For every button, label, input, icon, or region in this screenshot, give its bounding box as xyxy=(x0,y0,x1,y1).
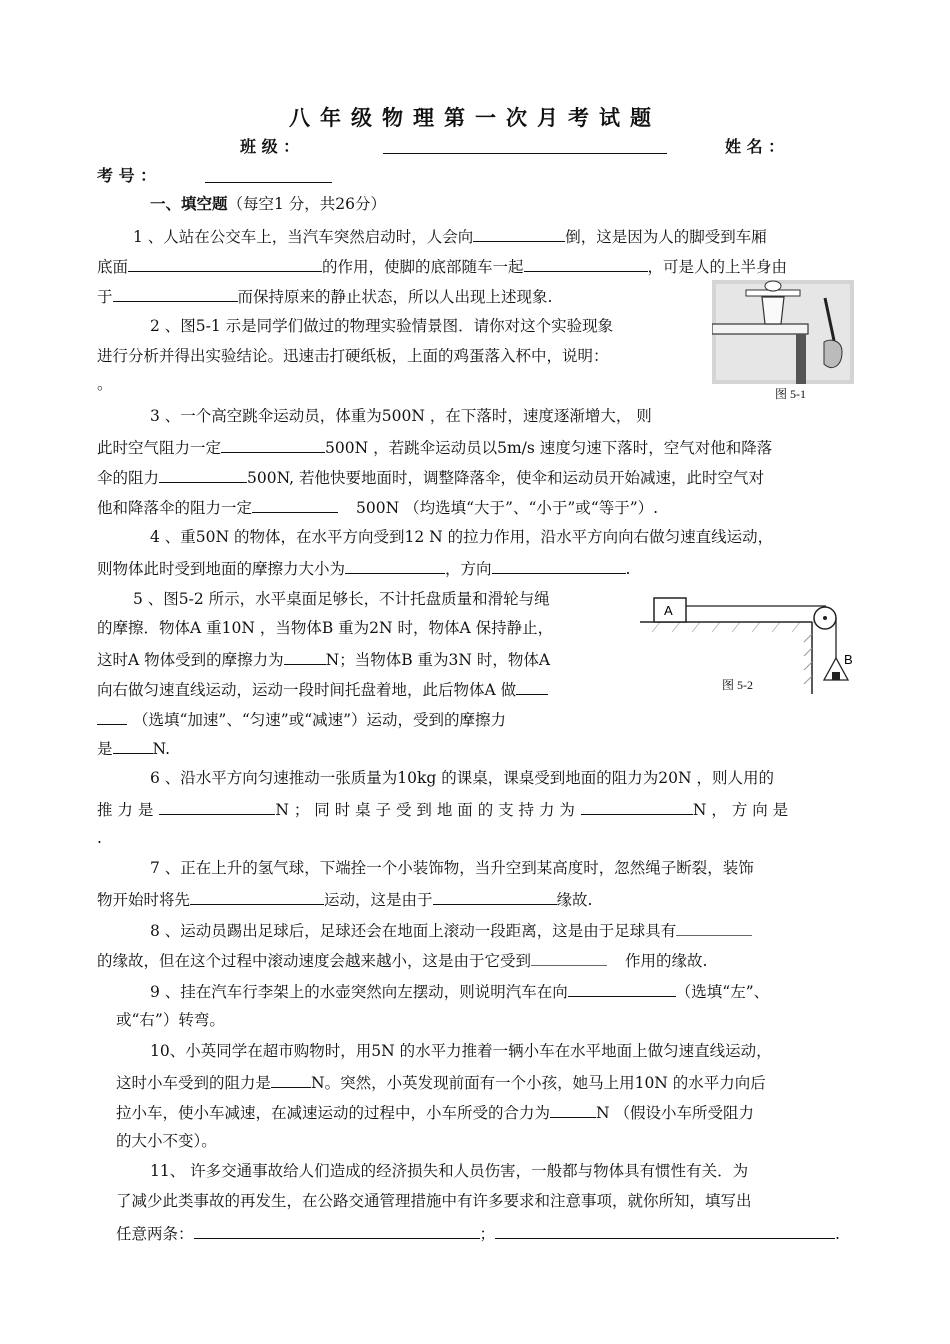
section-title: 一、填空题 xyxy=(150,195,228,213)
q5-line-5 xyxy=(97,708,506,730)
q8-blank-2[interactable] xyxy=(531,949,607,966)
q8-text: 8 、运动员踢出足球后，足球还会在地面上滚动一段距离，这是由于足球具有 xyxy=(150,922,677,940)
exam-no-label: 考 号 ： xyxy=(97,166,157,185)
q7-text: 运动，这是由于 xyxy=(324,891,433,909)
section-note: （每空1 分，共26分） xyxy=(227,195,387,213)
q1-line-2 xyxy=(97,255,787,277)
q6-text: N ， 方 向 是 xyxy=(692,801,789,819)
q5-line-2: 的摩擦．物体A 重10N ，当物体B 重为2N 时，物体A 保持静止， xyxy=(97,619,554,637)
q3-text: 500N ，若跳伞运动员以5m/s 速度匀速下落时，空气对他和降落 xyxy=(325,439,773,457)
figure-5-1-image xyxy=(712,280,854,384)
q1-text: 于 xyxy=(97,288,113,306)
q10-blank-2[interactable] xyxy=(550,1101,596,1118)
q3-blank-3[interactable] xyxy=(252,496,338,513)
class-blank[interactable] xyxy=(383,137,667,154)
q6-blank-2[interactable] xyxy=(581,798,693,815)
q1-blank-2[interactable] xyxy=(128,255,322,272)
q7-blank-2[interactable] xyxy=(433,888,557,905)
q5-line-6 xyxy=(97,737,170,759)
q5-text: N. xyxy=(152,740,171,758)
figure-label-a: A xyxy=(664,603,673,618)
q11-text: 任意两条： xyxy=(116,1225,194,1243)
q11-blank-2[interactable] xyxy=(495,1222,835,1239)
q5-blank-2[interactable] xyxy=(516,678,548,695)
q1-blank-1[interactable] xyxy=(473,225,565,242)
q10-text: 这时小车受到的阻力是 xyxy=(116,1074,272,1092)
q3-text: 伞的阻力 xyxy=(97,469,160,487)
q9-line-1 xyxy=(150,980,769,1002)
q9-blank-1[interactable] xyxy=(568,980,676,997)
q2-line-3: 。 xyxy=(97,375,113,393)
q2-line-2: 进行分析并得出实验结论。迅速击打硬纸板，上面的鸡蛋落入杯中，说明： xyxy=(97,347,609,365)
q3-line-2 xyxy=(97,436,772,458)
q4-text: . xyxy=(625,560,631,578)
q5-text: 向右做匀速直线运动，运动一段时间托盘着地，此后物体A 做 xyxy=(97,681,517,699)
q3-line-4 xyxy=(97,496,658,518)
q10-text: N （假设小车所受阻力 xyxy=(596,1104,755,1122)
q1-blank-4[interactable] xyxy=(113,285,238,302)
q1-line-1 xyxy=(133,225,767,247)
q4-text: 则物体此时受到地面的摩擦力大小为 xyxy=(97,560,346,578)
q11-line-1: 11、 许多交通事故给人们造成的经济损失和人员伤害，一般都与物体具有惯性有关．为 xyxy=(150,1162,749,1180)
q6-line-1: 6 、沿水平方向匀速推动一张质量为10kg 的课桌，课桌受到地面的阻力为20N ，则人用的 xyxy=(150,769,774,787)
q1-text: ，可是人的上半身由 xyxy=(647,258,788,276)
q6-text: 推 力 是 xyxy=(97,801,154,819)
q6-blank-1[interactable] xyxy=(159,798,275,815)
q4-line-2 xyxy=(97,557,630,579)
q8-line-2 xyxy=(97,949,707,971)
figure-label-b: B xyxy=(844,652,853,667)
exam-title: 八年级物理第一次月考试题 xyxy=(289,106,661,130)
q3-blank-1[interactable] xyxy=(221,436,325,453)
exam-no-blank[interactable] xyxy=(205,166,332,183)
q5-line-1: 5 、图5-2 所示，水平桌面足够长，不计托盘质量和滑轮与绳 xyxy=(133,590,550,608)
figure-5-2-caption: 图 5-2 xyxy=(722,678,753,692)
q8-text: 的缘故，但在这个过程中滚动速度会越来越小，这是由于它受到 xyxy=(97,952,532,970)
q7-line-2 xyxy=(97,888,592,910)
q10-line-4: 的大小不变）。 xyxy=(116,1132,217,1150)
q7-text: 物开始时将先 xyxy=(97,891,191,909)
q4-blank-2[interactable] xyxy=(492,557,626,574)
q3-line-3 xyxy=(97,466,764,488)
q7-text: 缘故. xyxy=(556,891,593,909)
q7-blank-1[interactable] xyxy=(190,888,324,905)
q10-line-3 xyxy=(116,1101,754,1123)
q5-blank-1[interactable] xyxy=(284,648,326,665)
class-label: 班 级 ： xyxy=(240,137,300,156)
q7-line-1: 7 、正在上升的氢气球，下端拴一个小装饰物，当升空到某高度时，忽然绳子断裂，装饰 xyxy=(150,859,754,877)
q10-blank-1[interactable] xyxy=(271,1071,311,1088)
q4-text: ，方向 xyxy=(445,560,492,578)
q9-text: （选填“左”、 xyxy=(675,983,770,1001)
q1-line-3 xyxy=(97,285,552,307)
q1-text: 倒，这是因为人的脚受到车厢 xyxy=(565,228,767,246)
q11-line-3 xyxy=(116,1222,840,1244)
q5-blank-3[interactable] xyxy=(113,737,153,754)
section-heading xyxy=(150,194,386,214)
q6-text: N ； 同 时 桌 子 受 到 地 面 的 支 持 力 为 xyxy=(275,801,575,819)
q5-text: N；当物体B 重为3N 时，物体A xyxy=(325,651,551,669)
q4-line-1: 4 、重50N 的物体，在水平方向受到12 N 的拉力作用，沿水平方向向右做匀速直线运动， xyxy=(150,528,774,546)
q1-blank-3[interactable] xyxy=(524,255,648,272)
q3-text: 500N （均选填“大于”、“小于”或“等于”）. xyxy=(356,499,659,517)
figure-5-1-caption: 图 5-1 xyxy=(775,387,806,401)
q3-blank-2[interactable] xyxy=(159,466,247,483)
q5-text: 这时A 物体受到的摩擦力为 xyxy=(97,651,284,669)
q8-blank-1[interactable] xyxy=(676,919,752,936)
q1-text: 1 、人站在公交车上，当汽车突然启动时，人会向 xyxy=(133,228,474,246)
q8-line-1 xyxy=(150,919,752,941)
q3-text: 他和降落伞的阻力一定 xyxy=(97,499,253,517)
name-label: 姓 名 ： xyxy=(725,137,785,156)
q5-blank-2b[interactable] xyxy=(97,708,127,725)
q11-text: . xyxy=(835,1225,840,1243)
q10-text: N。突然，小英发现前面有一个小孩，她马上用10N 的水平力向后 xyxy=(311,1074,766,1092)
q10-line-2 xyxy=(116,1071,766,1093)
q3-text: 500N, 若他快要地面时，调整降落伞，使伞和运动员开始减速，此时空气对 xyxy=(247,469,765,487)
q5-line-4 xyxy=(97,678,548,700)
q11-text: ； xyxy=(479,1225,496,1243)
q5-text: （选填“加速”、“匀速”或“减速”）运动，受到的摩擦力 xyxy=(133,711,507,729)
q6-line-2 xyxy=(97,798,788,820)
q1-text: 底面 xyxy=(97,258,129,276)
q2-line-1: 2 、图5-1 示是同学们做过的物理实验情景图．请你对这个实验现象 xyxy=(150,317,614,335)
q5-line-3 xyxy=(97,648,550,670)
q5-text: 是 xyxy=(97,740,113,758)
q3-text: 此时空气阻力一定 xyxy=(97,439,222,457)
q8-text: 作用的缘故. xyxy=(625,952,708,970)
q3-line-1: 3 、一个高空跳伞运动员，体重为500N ，在下落时，速度逐渐增大， 则 xyxy=(150,407,652,425)
q11-blank-1[interactable] xyxy=(194,1222,480,1239)
q9-line-2: 或“右”）转弯。 xyxy=(116,1011,225,1029)
q10-line-1: 10、小英同学在超市购物时，用5N 的水平力推着一辆小车在水平地面上做匀速直线运动， xyxy=(150,1042,772,1060)
q1-text: 的作用，使脚的底部随车一起 xyxy=(322,258,524,276)
q1-text: 而保持原来的静止状态，所以人出现上述现象. xyxy=(237,288,553,306)
q6-line-3: . xyxy=(97,829,102,847)
q10-text: 拉小车，使小车减速，在减速运动的过程中，小车所受的合力为 xyxy=(116,1104,551,1122)
q4-blank-1[interactable] xyxy=(345,557,445,574)
q11-line-2: 了减少此类事故的再发生，在公路交通管理措施中有许多要求和注意事项，就你所知，填写出 xyxy=(116,1192,752,1210)
q9-text: 9 、挂在汽车行李架上的水壶突然向左摆动，则说明汽车在向 xyxy=(150,983,568,1001)
